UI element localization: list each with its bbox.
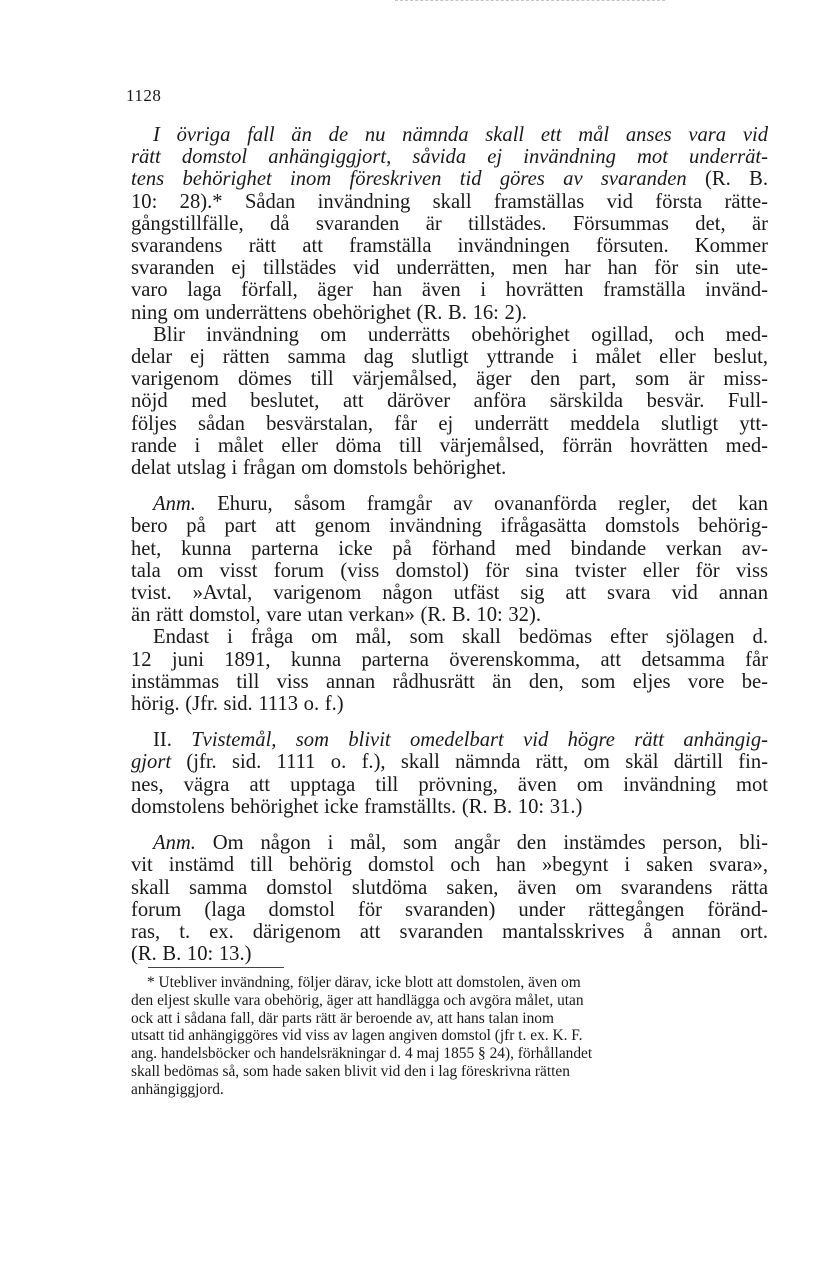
paragraph-line: skall samma domstol slutdöma saken, även om svarandens rätta	[131, 876, 768, 899]
italic-segment: gjort	[131, 751, 172, 774]
roman-segment: Ehuru, såsom framgår av ovananförda regler, det kan	[195, 493, 768, 516]
main-text	[131, 124, 768, 965]
footnote-line: * Utebliver invändning, följer därav, icke blott att domstolen, även om	[147, 974, 581, 991]
paragraph-line: gångstillfälle, då svaranden är tillstädes. Försummas det, är	[131, 212, 768, 235]
paragraph-line: domstolens behörighet icke framställts. (R. B. 10: 31.)	[131, 795, 583, 818]
paragraph-line: varigenom dömes till värjemålsed, äger den part, som är miss-	[131, 368, 768, 391]
paragraph-line: delat utslag i frågan om domstols behörighet.	[131, 457, 507, 480]
footnote-text-cont	[131, 992, 769, 1099]
paragraph-line: 12 juni 1891, kunna parterna överenskomma, att detsamma får	[131, 648, 768, 671]
paragraph-line: vit instämd till behörig domstol och han »begynt i saken svara»,	[131, 854, 768, 877]
paragraph-line: 10: 28).* Sådan invändning skall framställas vid första rätte-	[131, 190, 768, 213]
italic-segment: Anm.	[153, 493, 196, 516]
paragraph-5-section-ii	[131, 729, 768, 818]
italic-segment: tens behörighet inom föreskriven tid göres av svaranden	[131, 168, 687, 191]
paragraph-line: tala om visst forum (viss domstol) för sina tvister eller för viss	[131, 559, 768, 582]
footnote-text	[131, 974, 769, 992]
paragraph-line: tvist. »Avtal, varigenom någon utfäst sig att svara vid annan	[131, 582, 768, 605]
footnote-line: anhängiggjord.	[131, 1080, 224, 1098]
paragraph-2	[131, 324, 768, 479]
paragraph-line: följes sådan besvärstalan, får ej underrätt meddela slutligt ytt-	[131, 412, 768, 435]
paragraph-line	[131, 729, 768, 751]
italic-segment: Anm.	[153, 832, 196, 855]
paragraph-line	[131, 493, 768, 515]
italic-segment: Tvistemål, som blivit omedelbart vid högre rätt anhängig-	[191, 729, 768, 752]
paragraph-line: än rätt domstol, vare utan verkan» (R. B. 10: 32).	[131, 604, 541, 627]
paragraph-line: svarandens rätt att framställa invändningen försuten. Kommer	[131, 235, 768, 258]
top-edge-rule	[395, 0, 665, 1]
paragraph-line: het, kunna parterna icke på förhand med bindande verkan av-	[131, 537, 768, 560]
italic-line: rätt domstol anhängiggjort, såvida ej invändning mot underrät-	[131, 146, 768, 169]
italic-line: I övriga fall än de nu nämnda skall ett mål anses vara vid	[153, 124, 768, 146]
footnote-line: utsatt tid anhängiggöres vid viss av lagen angiven domstol (jfr t. ex. K. F.	[131, 1027, 583, 1045]
paragraph-line: hörig. (Jfr. sid. 1113 o. f.)	[131, 693, 344, 716]
footnote-line: skall bedömas så, som hade saken blivit vid den i lag föreskrivna rätten	[131, 1062, 570, 1080]
footnote-line: den eljest skulle vara obehörig, äger att handlägga och avgöra målet, utan	[131, 991, 584, 1009]
paragraph-line	[131, 751, 768, 773]
paragraph-line: (R. B. 10: 13.)	[131, 943, 252, 966]
paragraph-line: ning om underrättens obehörighet (R. B. 16: 2).	[131, 301, 527, 324]
paragraph-line	[131, 146, 768, 168]
footnote	[131, 974, 769, 1099]
paragraph-6-note	[131, 832, 768, 965]
paragraph-line: bero på part att genom invändning ifrågasätta domstols behörig-	[131, 515, 768, 538]
paragraph-line: varo laga förfall, äger han även i hovrätten framställa invänd-	[131, 279, 768, 302]
paragraph-4	[131, 626, 768, 715]
page-number: 1128	[126, 86, 162, 105]
mixed-line	[131, 168, 768, 190]
paragraph-gap	[131, 479, 768, 493]
paragraph-line	[131, 832, 768, 854]
footnote-line: ang. handelsböcker och handelsräkningar d. 4 maj 1855 § 24), förhållandet	[131, 1045, 593, 1063]
paragraph-line: nöjd med beslutet, att däröver anföra särskilda besvär. Full-	[131, 390, 768, 413]
roman-segment: (jfr. sid. 1111 o. f.), skall nämnda rätt, om skäl därtill fin-	[171, 751, 768, 774]
roman-segment: II.	[153, 729, 192, 752]
paragraph-line: svaranden ej tillstädes vid underrätten, men har han för sin ute-	[131, 257, 768, 280]
paragraph-line: Blir invändning om underrätts obehörighet ogillad, och med-	[153, 323, 768, 346]
roman-segment: Om någon i mål, som angår den instämdes person, bli-	[195, 832, 768, 855]
footnote-line: ock att i sådana fall, där parts rätt är beroende av, att hans talan inom	[131, 1009, 554, 1027]
paragraph-gap	[131, 715, 768, 729]
paragraph-1	[131, 124, 768, 324]
paragraph-line	[131, 124, 768, 146]
paragraph-line: ras, t. ex. därigenom att svaranden mantalsskrives å annan ort.	[131, 920, 768, 943]
paragraph-line: nes, vägra att upptaga till prövning, även om invändning mot	[131, 773, 768, 796]
footnote-rule	[148, 967, 284, 968]
paragraph-line	[131, 168, 768, 190]
paragraph-3-note	[131, 493, 768, 626]
paragraph-line: Endast i fråga om mål, som skall bedömas efter sjölagen d.	[153, 626, 768, 649]
roman-segment: (R. B.	[686, 168, 768, 191]
paragraph-line: delar ej rätten samma dag slutligt yttrande i målet eller beslut,	[131, 346, 768, 369]
paragraph-line: instämmas till viss annan rådhusrätt än den, som eljes vore be-	[131, 670, 768, 693]
paragraph-gap	[131, 818, 768, 832]
paragraph-line: rande i målet eller döma till värjemålsed, förrän hovrätten med-	[131, 434, 768, 457]
paragraph-line: forum (laga domstol för svaranden) under rättegången föränd-	[131, 898, 768, 921]
